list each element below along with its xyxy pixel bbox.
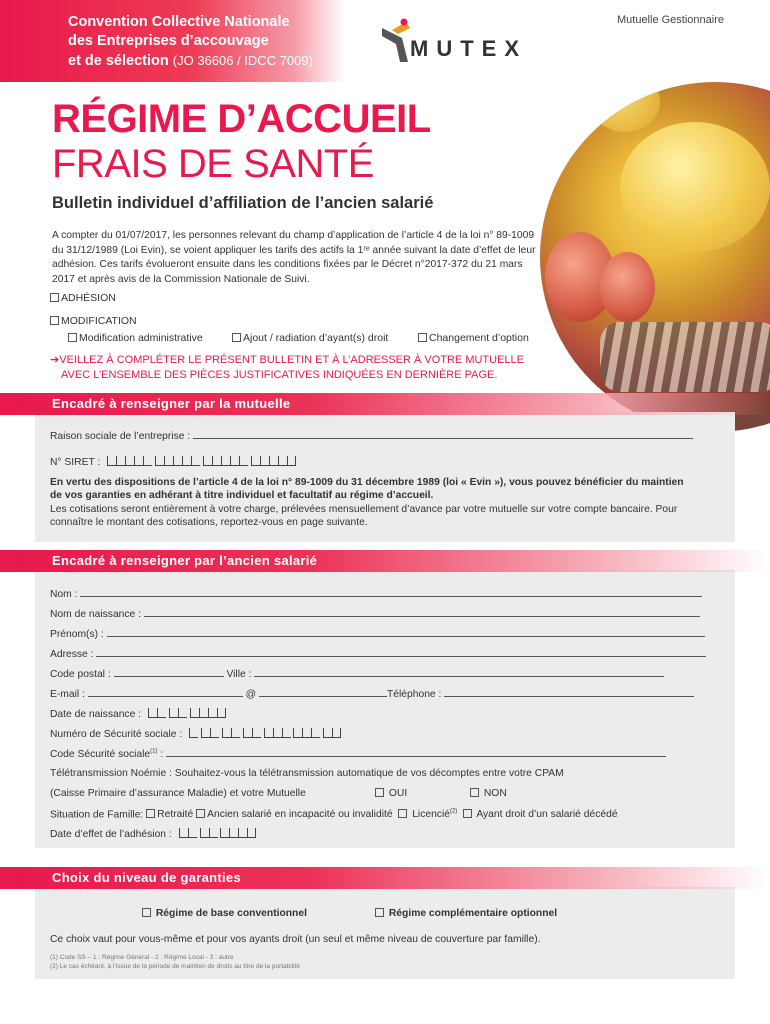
teletrans-line2: (Caisse Primaire d’assurance Maladie) et votre Mutuelle bbox=[50, 788, 306, 799]
nom-naissance-label: Nom de naissance : bbox=[50, 609, 142, 620]
code-secu-row: Code Sécurité sociale$^{(1)}$ : bbox=[50, 748, 666, 760]
siret-row bbox=[50, 456, 296, 468]
warning-notice bbox=[50, 353, 550, 382]
date-naissance-label: Date de naissance : bbox=[50, 709, 142, 720]
retraite-checkbox[interactable] bbox=[146, 809, 155, 818]
situation-row bbox=[50, 809, 618, 820]
raison-sociale-row bbox=[50, 430, 693, 442]
warning-line2: AVEC L’ENSEMBLE DES PIÈCES JUSTIFICATIVES INDIQUÉES EN DERNIÈRE PAGE. bbox=[61, 368, 498, 381]
adresse-row bbox=[50, 648, 706, 660]
option-changement[interactable] bbox=[418, 332, 529, 344]
email-row bbox=[50, 688, 694, 700]
date-effet-label: Date d’effet de l’adhésion : bbox=[50, 829, 172, 840]
adhesion-label: ADHÉSION bbox=[61, 292, 116, 304]
date-effet-row bbox=[50, 828, 256, 840]
option-ajout-radiation[interactable] bbox=[232, 332, 388, 344]
footnote-2: (2) Le cas échéant, à l’issue de la période de maintien de droits au titre de la portabilité bbox=[50, 963, 301, 970]
ville-field[interactable] bbox=[254, 668, 664, 677]
modification-checkbox[interactable] bbox=[50, 316, 59, 325]
cotisations-text: Les cotisations seront entièrement à votre charge, prélevées mensuellement d’avance par votre mutuelle sur votre compte bancaire. Pour connaître le montant des cotisations, reportez-vous en page suivante. bbox=[50, 504, 678, 528]
section-salarie-title: Encadré à renseigner par l’ancien salarié bbox=[0, 550, 770, 572]
nom-naissance-field[interactable] bbox=[144, 608, 700, 617]
teletrans-row bbox=[50, 788, 730, 799]
base-checkbox[interactable] bbox=[142, 908, 151, 917]
modif-admin-checkbox[interactable] bbox=[68, 333, 77, 342]
convention-line2: des Entreprises d’accouvage bbox=[68, 33, 269, 49]
siret-label: N° SIRET : bbox=[50, 457, 101, 468]
nom-label: Nom : bbox=[50, 589, 78, 600]
footnote-1: (1) Code SS – 1 : Régime Général - 2 : Régime Local - 3 : autre bbox=[50, 954, 234, 961]
prenom-field[interactable] bbox=[107, 628, 705, 637]
incapacite-label: Ancien salarié en incapacité ou invalidité bbox=[207, 809, 393, 821]
code-secu-label: Code Sécurité sociale bbox=[50, 749, 151, 760]
non-checkbox[interactable] bbox=[470, 788, 479, 797]
ayant-droit-checkbox[interactable] bbox=[463, 809, 472, 818]
ayant-droit-option[interactable] bbox=[463, 809, 618, 820]
warning-line1: VEILLEZ À COMPLÉTER LE PRÉSENT BULLETIN ET À L’ADRESSER À VOTRE MUTUELLE bbox=[59, 354, 525, 366]
code-postal-label: Code postal : bbox=[50, 669, 111, 680]
mutex-logo-text: MUTEX bbox=[410, 36, 527, 61]
adhesion-checkbox[interactable] bbox=[50, 293, 59, 302]
nom-row bbox=[50, 588, 702, 600]
at-sign: @ bbox=[245, 689, 257, 700]
non-label: NON bbox=[483, 788, 507, 799]
mutuelle-label: Mutuelle Gestionnaire bbox=[616, 14, 724, 26]
chicks-photo bbox=[540, 82, 770, 432]
siret-field[interactable] bbox=[107, 456, 296, 466]
num-secu-label: Numéro de Sécurité sociale : bbox=[50, 729, 183, 740]
convention-code: (JO 36606 / IDCC 7009) bbox=[172, 53, 313, 68]
convention-banner bbox=[0, 0, 345, 82]
licencie-checkbox[interactable] bbox=[398, 809, 407, 818]
section-mutuelle-title: Encadré à renseigner par la mutuelle bbox=[0, 393, 770, 415]
modification-label: MODIFICATION bbox=[61, 315, 137, 327]
modif-admin-label: Modification administrative bbox=[79, 332, 203, 344]
changement-checkbox[interactable] bbox=[418, 333, 427, 342]
intro-text: A compter du 01/07/2017, les personnes relevant du champ d’application de l’article 4 de la loi n° 89-1009 du 31/12/1989 (Loi Evin), se voient appliquer les tarifs des actifs la 1ʳᵉ année suivant la date d’effet de leur adhésion. Ces tarifs évolueront ensuite dans les conditions fixées par le Décret n°2017-372 du 21 mars 2017 et après avis de la Commission Nationale de Suivi. bbox=[52, 230, 536, 285]
code-secu-footnote-ref: (1) bbox=[150, 748, 158, 755]
licencie-option[interactable] bbox=[398, 809, 457, 820]
licencie-label: Licencié bbox=[412, 809, 450, 821]
title-regime: RÉGIME D’ACCUEIL bbox=[52, 97, 431, 141]
arrow-right-icon: ➔ bbox=[50, 354, 60, 366]
non-option[interactable] bbox=[470, 788, 507, 799]
base-label: Régime de base conventionnel bbox=[155, 908, 307, 919]
num-secu-field[interactable] bbox=[189, 728, 341, 738]
licencie-footnote-ref: (2) bbox=[449, 809, 458, 815]
code-postal-field[interactable] bbox=[114, 668, 224, 677]
telephone-label: Téléphone : bbox=[386, 689, 442, 700]
complementaire-checkbox[interactable] bbox=[375, 908, 384, 917]
complementaire-label: Régime complémentaire optionnel bbox=[388, 908, 558, 919]
convention-line3: et de sélection bbox=[68, 53, 169, 69]
prenom-label: Prénom(s) : bbox=[50, 629, 104, 640]
incapacite-checkbox[interactable] bbox=[196, 809, 205, 818]
nom-naissance-row bbox=[50, 608, 700, 620]
raison-sociale-label: Raison sociale de l’entreprise : bbox=[50, 431, 191, 442]
oui-label: OUI bbox=[388, 788, 408, 799]
subtitle: Bulletin individuel d’affiliation de l’ancien salarié bbox=[52, 194, 434, 212]
email-domain-field[interactable] bbox=[259, 688, 387, 697]
raison-sociale-field[interactable] bbox=[193, 430, 693, 439]
code-secu-field[interactable] bbox=[166, 748, 666, 757]
adresse-label: Adresse : bbox=[50, 649, 94, 660]
date-naissance-field[interactable] bbox=[148, 708, 226, 718]
option-adhesion[interactable] bbox=[50, 292, 116, 304]
base-option[interactable] bbox=[142, 908, 307, 919]
incapacite-option[interactable] bbox=[196, 809, 392, 820]
ville-label: Ville : bbox=[226, 669, 252, 680]
retraite-label: Retraité bbox=[157, 809, 194, 821]
oui-checkbox[interactable] bbox=[375, 788, 384, 797]
changement-label: Changement d’option bbox=[429, 332, 529, 344]
situation-label: Situation de Famille: bbox=[50, 809, 144, 821]
email-user-field[interactable] bbox=[88, 688, 243, 697]
evin-text: En vertu des dispositions de l’article 4 de la loi n° 89-1009 du 31 décembre 1989 (loi « Evin »), vous pouvez bénéficier du maintien de vos garanties en adhérant à titre individuel et facultatif au régime d’accueil. bbox=[50, 477, 684, 501]
code-postal-row bbox=[50, 668, 664, 680]
nom-field[interactable] bbox=[80, 588, 702, 597]
complementaire-option[interactable] bbox=[375, 908, 557, 919]
ajout-radiation-checkbox[interactable] bbox=[232, 333, 241, 342]
garanties-note: Ce choix vaut pour vous-même et pour vos ayants droit (un seul et même niveau de couverture par famille). bbox=[50, 934, 541, 945]
option-modif-admin[interactable] bbox=[68, 332, 203, 344]
option-modification[interactable] bbox=[50, 315, 137, 327]
section-garanties-title: Choix du niveau de garanties bbox=[0, 867, 770, 889]
telephone-field[interactable] bbox=[444, 688, 694, 697]
num-secu-row bbox=[50, 728, 341, 740]
retraite-option[interactable] bbox=[146, 809, 193, 820]
oui-option[interactable] bbox=[375, 788, 407, 799]
ajout-radiation-label: Ajout / radiation d’ayant(s) droit bbox=[243, 332, 389, 344]
email-label: E-mail : bbox=[50, 689, 85, 700]
teletrans-text: Télétransmission Noémie : Souhaitez-vous la télétransmission automatique de vos décomptes entre votre CPAM bbox=[50, 768, 564, 779]
prenom-row bbox=[50, 628, 705, 640]
ayant-droit-label: Ayant droit d’un salarié décédé bbox=[476, 809, 618, 821]
adresse-field[interactable] bbox=[96, 648, 706, 657]
convention-line1: Convention Collective Nationale bbox=[68, 14, 290, 30]
date-effet-field[interactable] bbox=[179, 828, 257, 838]
date-naissance-row bbox=[50, 708, 226, 720]
title-frais-sante: FRAIS DE SANTÉ bbox=[52, 142, 374, 186]
